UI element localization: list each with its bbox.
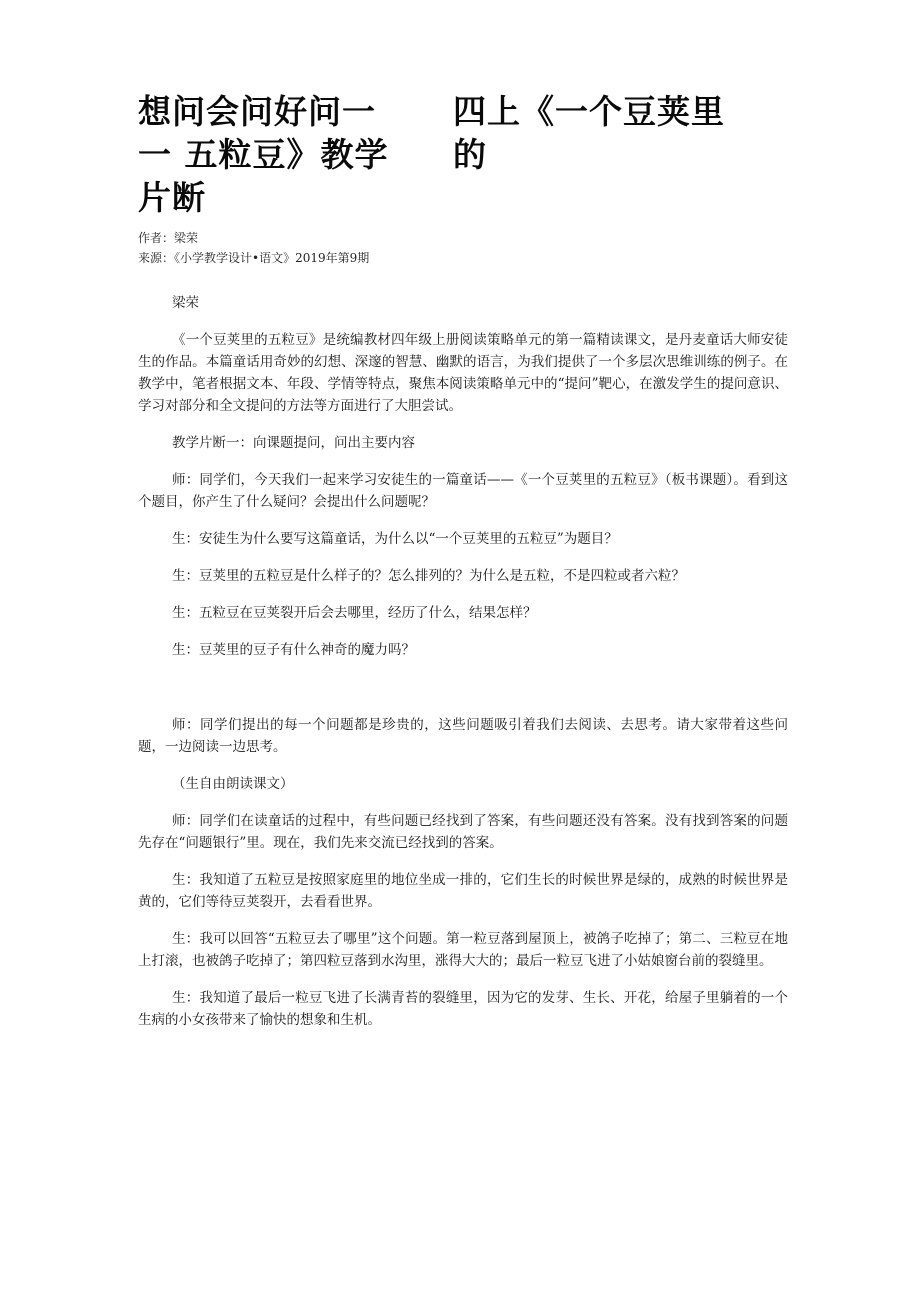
- blank-gap: [138, 676, 788, 714]
- dialogue-paragraph: 生：豆荚里的豆子有什么神奇的魔力吗？: [172, 642, 415, 658]
- dialogue-paragraph: 生：安徒生为什么要写这篇童话，为什么以“一个豆荚里的五粒豆”为题目？: [172, 531, 618, 547]
- dialogue-paragraph: 生：我可以回答“五粒豆去了哪里”这个问题。第一粒豆落到屋顶上，被鸽子吃掉了；第二、三粒豆在地上打滚，也被鸽子吃掉了；第四粒豆落到水沟里，涨得大大的；最后一粒豆飞进了小姑娘窗台前的裂缝里。: [138, 931, 788, 969]
- title-line: 四上《一个豆荚里: [453, 92, 725, 131]
- section-heading: 教学片断一：向课题提问，问出主要内容: [172, 435, 415, 451]
- dialogue-paragraph: 师：同学们在读童话的过程中，有些问题已经找到了答案，有些问题还没有答案。没有找到答案的问题先存在“问题银行”里。现在，我们先来交流已经找到的答案。: [138, 813, 788, 851]
- title-line: 一 五粒豆》教学: [138, 135, 389, 174]
- intro-paragraph: 《一个豆荚里的五粒豆》是统编教材四年级上册阅读策略单元的第一篇精读课文，是丹麦童话大师安徒生的作品。本篇童话用奇妙的幻想、深邃的智慧、幽默的语言，为我们提供了一个多层次思维训练的例子。在教学中，笔者根据文本、年段、学情等特点，聚焦本阅读策略单元中的“提问”靶心，在激发学生的提问意识、学习对部分和全文提问的方法等方面进行了大胆尝试。: [138, 332, 788, 414]
- article-body: [138, 292, 788, 1046]
- article-title: [138, 90, 758, 220]
- dialogue-paragraph: 生：五粒豆在豆荚裂开后会去哪里，经历了什么，结果怎样？: [172, 605, 537, 621]
- stage-direction: （生自由朗读课文）: [172, 776, 294, 792]
- source-line: 来源：《小学教学设计•语文》2019年第9期: [138, 251, 370, 265]
- title-line: 片断: [138, 178, 206, 217]
- title-right-column: [453, 90, 753, 176]
- dialogue-paragraph: 生：我知道了五粒豆是按照家庭里的地位坐成一排的，它们生长的时候世界是绿的，成熟的时候世界是黄的，它们等待豆荚裂开，去看看世界。: [138, 872, 788, 910]
- title-line: 的: [453, 135, 487, 174]
- dialogue-paragraph: 师：同学们提出的每一个问题都是珍贵的，这些问题吸引着我们去阅读、去思考。请大家带着这些问题，一边阅读一边思考。: [138, 717, 788, 755]
- byline: 梁荣: [172, 295, 199, 311]
- dialogue-paragraph: 师：同学们，今天我们一起来学习安徒生的一篇童话——《一个豆荚里的五粒豆》（板书课题）。看到这个题目，你产生了什么疑问？会提出什么问题呢？: [138, 472, 788, 510]
- dialogue-paragraph: 生：我知道了最后一粒豆飞进了长满青苔的裂缝里，因为它的发芽、生长、开花，给屋子里躺着的一个生病的小女孩带来了愉快的想象和生机。: [138, 990, 788, 1028]
- author-line: 作者：梁荣: [138, 231, 199, 245]
- title-line: 想问会问好问一: [138, 92, 376, 131]
- dialogue-paragraph: 生：豆荚里的五粒豆是什么样子的？怎么排列的？为什么是五粒，不是四粒或者六粒？: [172, 568, 685, 584]
- title-left-column: [138, 90, 418, 219]
